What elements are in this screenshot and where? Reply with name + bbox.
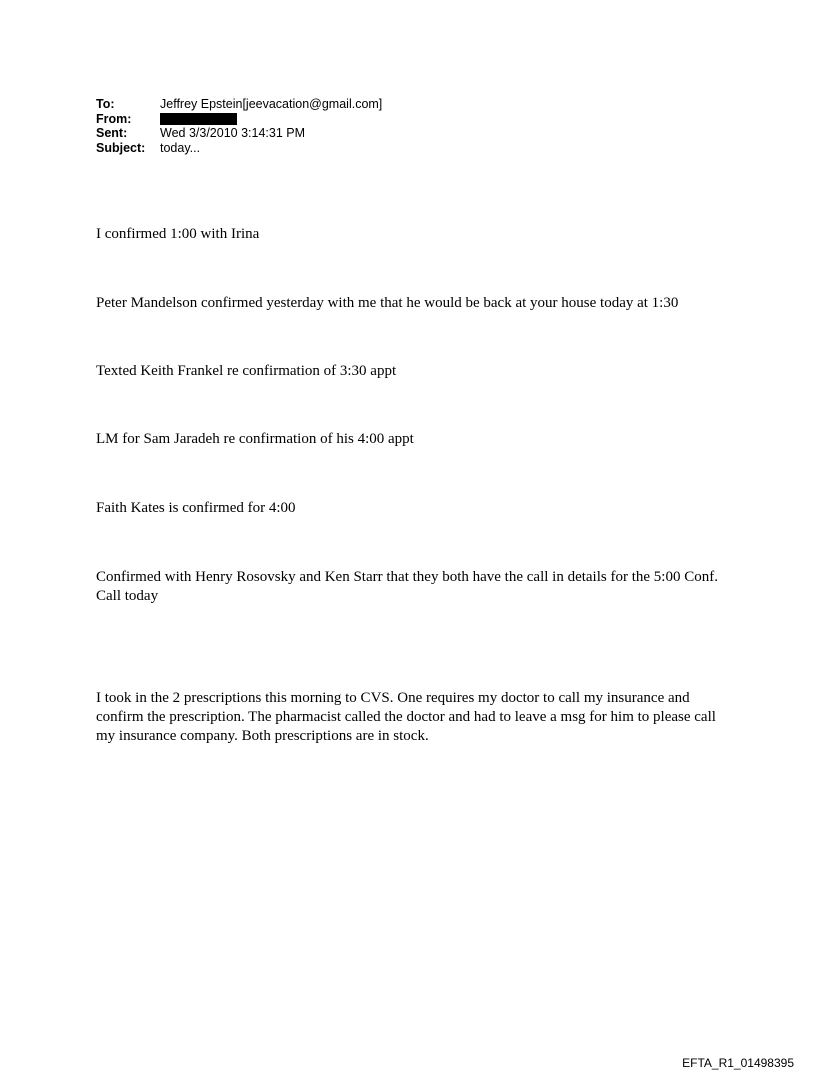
sent-row [96, 126, 382, 141]
to-value: Jeffrey Epstein[jeevacation@gmail.com] [160, 97, 383, 111]
to-label: To: [96, 97, 115, 111]
body-paragraph-prescriptions: I took in the 2 prescriptions this morning to CVS. One requires my doctor to call my insurance and confirm the prescription. The pharmacist called the doctor and had to leave a msg for him to please call my insurance company. Both prescriptions are in stock. [96, 690, 716, 744]
sent-value: Wed 3/3/2010 3:14:31 PM [160, 126, 306, 140]
subject-row [96, 141, 382, 156]
subject-value: today... [160, 140, 201, 155]
to-row [96, 97, 382, 112]
from-label: From: [96, 111, 132, 126]
document-id: EFTA_R1_01498395 [682, 1056, 794, 1070]
sent-label: Sent: [96, 126, 128, 140]
body-paragraph-mandelson: Peter Mandelson confirmed yesterday with me that he would be back at your house today at 1:30 [96, 295, 679, 311]
body-paragraph-frankel: Texted Keith Frankel re confirmation of 3:30 appt [96, 363, 397, 379]
redaction-box [160, 113, 237, 125]
email-header [96, 97, 382, 155]
from-row [96, 112, 382, 127]
body-paragraph-jaradeh: LM for Sam Jaradeh re confirmation of his 4:00 appt [96, 431, 414, 447]
subject-label: Subject: [96, 140, 146, 155]
body-paragraph-kates: Faith Kates is confirmed for 4:00 [96, 500, 296, 516]
body-paragraph-conf-call: Confirmed with Henry Rosovsky and Ken Starr that they both have the call in details for the 5:00 Conf. Call today [96, 569, 718, 604]
body-paragraph-irina: I confirmed 1:00 with Irina [96, 226, 260, 242]
